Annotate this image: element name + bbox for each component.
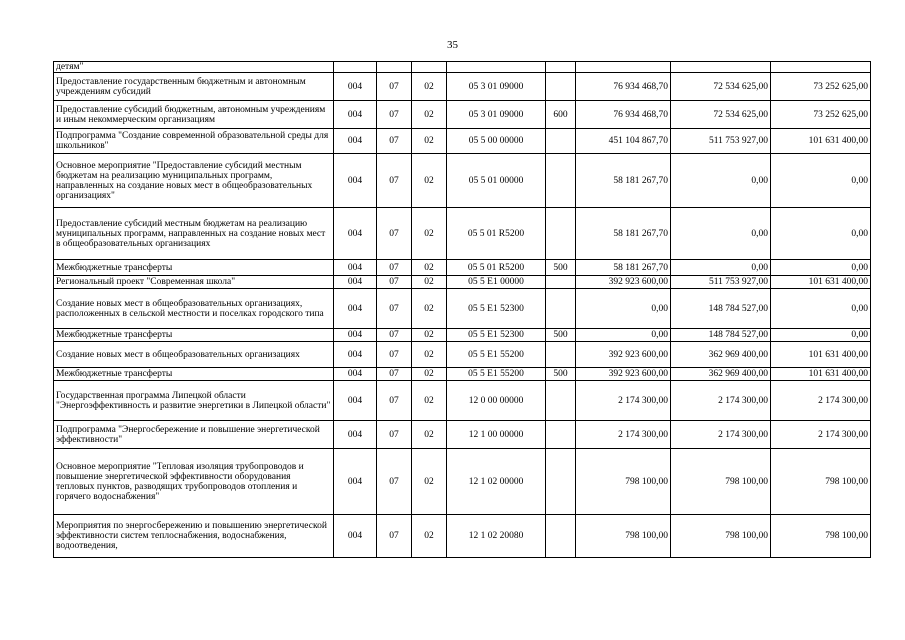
section-code: 07 bbox=[377, 129, 412, 154]
amount-year-2: 0,00 bbox=[671, 208, 771, 260]
section-code: 07 bbox=[377, 421, 412, 449]
target-article-code: 12 0 00 00000 bbox=[447, 381, 546, 421]
table-row bbox=[54, 208, 871, 260]
expense-type-code bbox=[546, 129, 576, 154]
ministry-code bbox=[334, 62, 377, 73]
row-name: Межбюджетные трансферты bbox=[54, 329, 334, 342]
table-row bbox=[54, 515, 871, 558]
target-article-code: 12 1 02 00000 bbox=[447, 449, 546, 515]
amount-year-3: 0,00 bbox=[771, 289, 871, 329]
amount-year-3: 0,00 bbox=[771, 154, 871, 208]
ministry-code: 004 bbox=[334, 101, 377, 129]
subsection-code: 02 bbox=[412, 381, 447, 421]
amount-year-1: 798 100,00 bbox=[576, 449, 671, 515]
amount-year-2: 148 784 527,00 bbox=[671, 329, 771, 342]
row-name: Основное мероприятие "Предоставление субсидий местным бюджетам на реализацию муниципальных программ, направленных на создание новых мест в общеобразовательных организациях" bbox=[54, 154, 334, 208]
amount-year-3: 798 100,00 bbox=[771, 449, 871, 515]
row-name: Создание новых мест в общеобразовательных организациях, расположенных в сельской местности и поселках городского типа bbox=[54, 289, 334, 329]
amount-year-3: 73 252 625,00 bbox=[771, 101, 871, 129]
section-code: 07 bbox=[377, 381, 412, 421]
amount-year-3: 0,00 bbox=[771, 329, 871, 342]
target-article-code: 05 5 00 00000 bbox=[447, 129, 546, 154]
row-name: Межбюджетные трансферты bbox=[54, 368, 334, 381]
amount-year-1: 58 181 267,70 bbox=[576, 260, 671, 276]
target-article-code: 05 5 01 00000 bbox=[447, 154, 546, 208]
section-code: 07 bbox=[377, 289, 412, 329]
amount-year-2: 798 100,00 bbox=[671, 449, 771, 515]
amount-year-1: 392 923 600,00 bbox=[576, 276, 671, 289]
row-name: Основное мероприятие "Тепловая изоляция трубопроводов и повышение энергетической эффективности оборудования тепловых пунктов, разводящих трубопроводов отопления и горячего водоснабжения" bbox=[54, 449, 334, 515]
subsection-code bbox=[412, 62, 447, 73]
amount-year-3: 798 100,00 bbox=[771, 515, 871, 558]
amount-year-3: 101 631 400,00 bbox=[771, 129, 871, 154]
amount-year-1: 0,00 bbox=[576, 289, 671, 329]
row-name: Межбюджетные трансферты bbox=[54, 260, 334, 276]
expense-type-code bbox=[546, 381, 576, 421]
table-row bbox=[54, 329, 871, 342]
amount-year-3: 73 252 625,00 bbox=[771, 73, 871, 101]
expense-type-code bbox=[546, 154, 576, 208]
amount-year-1 bbox=[576, 62, 671, 73]
expense-type-code bbox=[546, 421, 576, 449]
amount-year-3: 101 631 400,00 bbox=[771, 342, 871, 368]
expense-type-code: 500 bbox=[546, 260, 576, 276]
row-name: Региональный проект "Современная школа" bbox=[54, 276, 334, 289]
subsection-code: 02 bbox=[412, 208, 447, 260]
amount-year-2: 362 969 400,00 bbox=[671, 368, 771, 381]
amount-year-1: 2 174 300,00 bbox=[576, 381, 671, 421]
table-row bbox=[54, 342, 871, 368]
subsection-code: 02 bbox=[412, 449, 447, 515]
row-name: Предоставление субсидий местным бюджетам на реализацию муниципальных программ, направленных на создание новых мест в общеобразовательных организациях bbox=[54, 208, 334, 260]
row-name: Создание новых мест в общеобразовательных организациях bbox=[54, 342, 334, 368]
target-article-code: 05 5 E1 55200 bbox=[447, 342, 546, 368]
amount-year-2 bbox=[671, 62, 771, 73]
target-article-code: 05 5 E1 00000 bbox=[447, 276, 546, 289]
amount-year-3: 0,00 bbox=[771, 260, 871, 276]
amount-year-2: 2 174 300,00 bbox=[671, 421, 771, 449]
ministry-code: 004 bbox=[334, 208, 377, 260]
table-row bbox=[54, 129, 871, 154]
subsection-code: 02 bbox=[412, 260, 447, 276]
row-name: Мероприятия по энергосбережению и повышению энергетической эффективности систем теплоснабжения, водоснабжения, водоотведения, bbox=[54, 515, 334, 558]
amount-year-3: 0,00 bbox=[771, 208, 871, 260]
target-article-code: 05 5 E1 55200 bbox=[447, 368, 546, 381]
subsection-code: 02 bbox=[412, 73, 447, 101]
amount-year-1: 58 181 267,70 bbox=[576, 208, 671, 260]
table-row bbox=[54, 154, 871, 208]
row-name: Подпрограмма "Энергосбережение и повышение энергетической эффективности" bbox=[54, 421, 334, 449]
amount-year-1: 392 923 600,00 bbox=[576, 342, 671, 368]
subsection-code: 02 bbox=[412, 101, 447, 129]
table-row bbox=[54, 101, 871, 129]
expense-type-code bbox=[546, 342, 576, 368]
expense-type-code bbox=[546, 208, 576, 260]
amount-year-1: 76 934 468,70 bbox=[576, 73, 671, 101]
ministry-code: 004 bbox=[334, 329, 377, 342]
target-article-code: 05 5 01 R5200 bbox=[447, 208, 546, 260]
amount-year-3: 2 174 300,00 bbox=[771, 381, 871, 421]
expense-type-code bbox=[546, 62, 576, 73]
target-article-code: 05 3 01 09000 bbox=[447, 101, 546, 129]
budget-table bbox=[53, 61, 871, 558]
row-name: Подпрограмма "Создание современной образовательной среды для школьников" bbox=[54, 129, 334, 154]
target-article-code: 05 5 01 R5200 bbox=[447, 260, 546, 276]
amount-year-2: 0,00 bbox=[671, 260, 771, 276]
subsection-code: 02 bbox=[412, 129, 447, 154]
page-number: 35 bbox=[447, 39, 458, 51]
ministry-code: 004 bbox=[334, 260, 377, 276]
amount-year-3: 101 631 400,00 bbox=[771, 276, 871, 289]
row-name: Государственная программа Липецкой области "Энергоэффективность и развитие энергетики в Липецкой области" bbox=[54, 381, 334, 421]
ministry-code: 004 bbox=[334, 154, 377, 208]
subsection-code: 02 bbox=[412, 368, 447, 381]
ministry-code: 004 bbox=[334, 421, 377, 449]
ministry-code: 004 bbox=[334, 381, 377, 421]
row-name: Предоставление субсидий бюджетным, автономным учреждениям и иным некоммерческим организациям bbox=[54, 101, 334, 129]
amount-year-2: 2 174 300,00 bbox=[671, 381, 771, 421]
table-row bbox=[54, 381, 871, 421]
section-code: 07 bbox=[377, 449, 412, 515]
amount-year-3: 101 631 400,00 bbox=[771, 368, 871, 381]
section-code: 07 bbox=[377, 368, 412, 381]
amount-year-2: 511 753 927,00 bbox=[671, 276, 771, 289]
target-article-code: 12 1 00 00000 bbox=[447, 421, 546, 449]
expense-type-code bbox=[546, 515, 576, 558]
target-article-code bbox=[447, 62, 546, 73]
ministry-code: 004 bbox=[334, 449, 377, 515]
expense-type-code: 500 bbox=[546, 368, 576, 381]
ministry-code: 004 bbox=[334, 73, 377, 101]
amount-year-2: 511 753 927,00 bbox=[671, 129, 771, 154]
amount-year-2: 798 100,00 bbox=[671, 515, 771, 558]
row-name: Предоставление государственным бюджетным и автономным учреждениям субсидий bbox=[54, 73, 334, 101]
amount-year-1: 798 100,00 bbox=[576, 515, 671, 558]
amount-year-2: 148 784 527,00 bbox=[671, 289, 771, 329]
section-code: 07 bbox=[377, 73, 412, 101]
expense-type-code bbox=[546, 73, 576, 101]
section-code: 07 bbox=[377, 342, 412, 368]
table-row bbox=[54, 73, 871, 101]
amount-year-3: 2 174 300,00 bbox=[771, 421, 871, 449]
table-row bbox=[54, 368, 871, 381]
amount-year-1: 0,00 bbox=[576, 329, 671, 342]
ministry-code: 004 bbox=[334, 368, 377, 381]
section-code: 07 bbox=[377, 101, 412, 129]
ministry-code: 004 bbox=[334, 515, 377, 558]
table-row bbox=[54, 421, 871, 449]
target-article-code: 05 5 E1 52300 bbox=[447, 329, 546, 342]
section-code: 07 bbox=[377, 276, 412, 289]
ministry-code: 004 bbox=[334, 342, 377, 368]
ministry-code: 004 bbox=[334, 276, 377, 289]
expense-type-code: 600 bbox=[546, 101, 576, 129]
subsection-code: 02 bbox=[412, 329, 447, 342]
target-article-code: 05 3 01 09000 bbox=[447, 73, 546, 101]
section-code: 07 bbox=[377, 515, 412, 558]
subsection-code: 02 bbox=[412, 289, 447, 329]
subsection-code: 02 bbox=[412, 515, 447, 558]
table-body bbox=[54, 62, 871, 558]
section-code: 07 bbox=[377, 329, 412, 342]
table-row bbox=[54, 276, 871, 289]
amount-year-2: 72 534 625,00 bbox=[671, 73, 771, 101]
ministry-code: 004 bbox=[334, 289, 377, 329]
section-code: 07 bbox=[377, 154, 412, 208]
amount-year-2: 362 969 400,00 bbox=[671, 342, 771, 368]
subsection-code: 02 bbox=[412, 154, 447, 208]
table-row bbox=[54, 62, 871, 73]
target-article-code: 05 5 E1 52300 bbox=[447, 289, 546, 329]
amount-year-1: 58 181 267,70 bbox=[576, 154, 671, 208]
subsection-code: 02 bbox=[412, 421, 447, 449]
amount-year-1: 2 174 300,00 bbox=[576, 421, 671, 449]
section-code: 07 bbox=[377, 208, 412, 260]
amount-year-1: 451 104 867,70 bbox=[576, 129, 671, 154]
ministry-code: 004 bbox=[334, 129, 377, 154]
amount-year-3 bbox=[771, 62, 871, 73]
amount-year-2: 0,00 bbox=[671, 154, 771, 208]
expense-type-code bbox=[546, 276, 576, 289]
section-code bbox=[377, 62, 412, 73]
expense-type-code: 500 bbox=[546, 329, 576, 342]
row-name: детям" bbox=[54, 62, 334, 73]
section-code: 07 bbox=[377, 260, 412, 276]
amount-year-1: 76 934 468,70 bbox=[576, 101, 671, 129]
amount-year-1: 392 923 600,00 bbox=[576, 368, 671, 381]
expense-type-code bbox=[546, 449, 576, 515]
target-article-code: 12 1 02 20080 bbox=[447, 515, 546, 558]
subsection-code: 02 bbox=[412, 276, 447, 289]
table-row bbox=[54, 289, 871, 329]
expense-type-code bbox=[546, 289, 576, 329]
amount-year-2: 72 534 625,00 bbox=[671, 101, 771, 129]
table-row bbox=[54, 260, 871, 276]
table-row bbox=[54, 449, 871, 515]
subsection-code: 02 bbox=[412, 342, 447, 368]
